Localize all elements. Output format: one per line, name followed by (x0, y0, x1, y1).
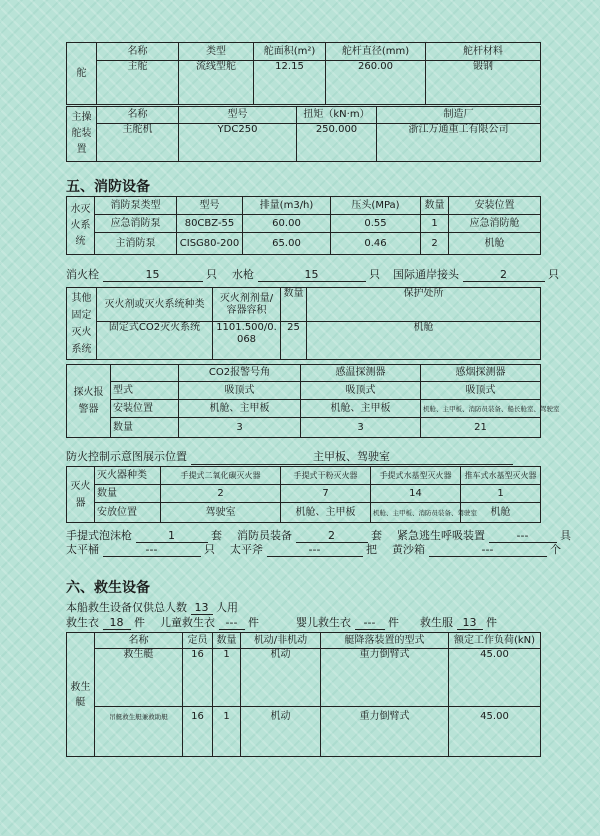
pump-header-type: 消防泵类型 (95, 197, 177, 215)
steering-header-model: 型号 (179, 107, 297, 124)
pump-cell: 65.00 (243, 233, 331, 255)
hose-label: 水枪 (232, 268, 254, 281)
foam-applicator-label: 手提式泡沫枪 (66, 529, 132, 542)
detector-cell: 机舱、主甲板、消防员装备、船长舱室、驾驶室 (421, 400, 541, 418)
lifejacket-value: 18 (103, 616, 131, 630)
steering-torque: 250.000 (297, 124, 377, 162)
pump-cell: 60.00 (243, 215, 331, 233)
eebd-unit: 具 (560, 529, 571, 542)
fire-bucket-label: 太平桶 (66, 543, 99, 556)
fire-axe-unit: 把 (366, 543, 377, 556)
section-fire-title: 五、消防设备 (66, 179, 150, 195)
fixed-system-table (66, 287, 541, 360)
child-lifejacket-unit: 件 (248, 616, 259, 629)
fireman-outfit-unit: 套 (371, 529, 382, 542)
fixed-quantity: 1101.500/0.068 (213, 322, 281, 360)
pump-cell: 0.55 (331, 215, 421, 233)
steering-model: YDC250 (179, 124, 297, 162)
immersion-suit-unit: 件 (486, 616, 497, 629)
fixed-header-space: 保护处所 (307, 288, 541, 322)
rudder-header-area: 舵面积(m²) (254, 43, 326, 61)
lsa-total-label: 本船救生设备仅供总人数 (66, 601, 187, 614)
lifeboat-cell: 吊艇救生艇兼救助艇 (95, 707, 183, 757)
lifeboat-header-swl: 额定工作负荷(kN) (449, 633, 541, 649)
misc-equipment-line-2 (66, 541, 561, 557)
fire-axe-value: --- (267, 543, 363, 557)
lifeboat-cell: 1 (213, 707, 241, 757)
fire-axe-label: 太平斧 (230, 543, 263, 556)
fireman-outfit-value: 2 (296, 529, 368, 543)
fixed-type: 固定式CO2灭火系统 (97, 322, 213, 360)
ext-cell: 7 (281, 485, 371, 503)
pump-header-model: 型号 (177, 197, 243, 215)
rudder-header-name: 名称 (97, 43, 179, 61)
detector-label: 探火报警器 (67, 365, 111, 438)
lifeboat-cell: 45.00 (449, 649, 541, 707)
pump-header-capacity: 排量(m3/h) (243, 197, 331, 215)
ext-cell: 14 (371, 485, 461, 503)
ext-header-trolley: 推车式水基型灭火器 (461, 467, 541, 485)
detector-cell: 3 (301, 418, 421, 438)
foam-applicator-unit: 套 (211, 529, 222, 542)
fireman-outfit-label: 消防员装备 (237, 529, 292, 542)
pump-cell: 机舱 (449, 233, 541, 255)
shore-connection-unit: 只 (548, 268, 559, 281)
pump-cell: 80CBZ-55 (177, 215, 243, 233)
steering-header-torque: 扭矩（kN·m） (297, 107, 377, 124)
pump-header-head: 压头(MPa) (331, 197, 421, 215)
infant-lifejacket-label: 婴儿救生衣 (296, 616, 351, 629)
ext-header-water: 手提式水基型灭火器 (371, 467, 461, 485)
child-lifejacket-label: 儿童救生衣 (160, 616, 215, 629)
lifeboat-table (66, 632, 541, 757)
lifeboat-cell: 45.00 (449, 707, 541, 757)
fixed-space: 机舱 (307, 322, 541, 360)
rudder-material: 锻钢 (426, 61, 541, 105)
ext-cell: 驾驶室 (161, 503, 281, 523)
detector-cell: 吸顶式 (179, 382, 301, 400)
ext-header-co2: 手提式二氧化碳灭火器 (161, 467, 281, 485)
detector-header-co2: CO2报警号角 (179, 365, 301, 382)
fire-pump-label: 水灭火系统 (67, 197, 95, 255)
lifeboat-label: 救生艇 (67, 633, 95, 757)
eebd-label: 紧急逃生呼吸装置 (397, 529, 485, 542)
lifeboat-header-name: 名称 (95, 633, 183, 649)
sand-box-unit: 个 (550, 543, 561, 556)
extinguisher-label: 灭火器 (67, 467, 95, 523)
extinguisher-table (66, 466, 541, 523)
pump-header-location: 安装位置 (449, 197, 541, 215)
detector-header (111, 365, 179, 382)
lsa-total-line (66, 599, 238, 615)
pump-cell: 2 (421, 233, 449, 255)
pump-cell: 1 (421, 215, 449, 233)
control-plan-value: 主甲板、驾驶室 (191, 448, 513, 465)
hydrant-value: 15 (103, 268, 203, 282)
detector-cell: 吸顶式 (301, 382, 421, 400)
steering-gear-label: 主操舵装置 (67, 107, 97, 162)
pump-cell: CISG80-200 (177, 233, 243, 255)
lifeboat-cell: 16 (183, 649, 213, 707)
child-lifejacket-value: --- (219, 616, 245, 630)
ext-header-type: 灭火器种类 (95, 467, 161, 485)
lifeboat-cell: 机动 (241, 649, 321, 707)
section-lifesaving-title: 六、救生设备 (66, 580, 150, 596)
lifeboat-cell: 机动 (241, 707, 321, 757)
hose-value: 15 (258, 268, 366, 282)
lifejacket-unit: 件 (134, 616, 145, 629)
ext-cell: 2 (161, 485, 281, 503)
detector-cell: 机舱、主甲板 (301, 400, 421, 418)
steering-maker: 浙江万通重工有限公司 (377, 124, 541, 162)
lsa-total-value: 13 (191, 601, 213, 615)
fixed-system-label: 其他固定灭火系统 (67, 288, 97, 360)
fixed-header-count: 数量 (281, 288, 307, 322)
pump-cell: 主消防泵 (95, 233, 177, 255)
ext-cell: 机舱 (461, 503, 541, 523)
detector-cell: 吸顶式 (421, 382, 541, 400)
rudder-area: 12.15 (254, 61, 326, 105)
shore-connection-value: 2 (463, 268, 545, 282)
lifeboat-cell: 1 (213, 649, 241, 707)
rudder-name: 主舵 (97, 61, 179, 105)
control-plan-label: 防火控制示意图展示位置 (66, 450, 187, 463)
immersion-suit-label: 救生服 (420, 616, 453, 629)
rudder-type: 流线型舵 (179, 61, 254, 105)
hydrants-line (66, 266, 559, 282)
fixed-count: 25 (281, 322, 307, 360)
fixed-header-type: 灭火剂或灭火系统种类 (97, 288, 213, 322)
lifeboat-header-capacity: 定员 (183, 633, 213, 649)
immersion-suit-value: 13 (457, 616, 483, 630)
infant-lifejacket-value: --- (355, 616, 385, 630)
pump-cell: 应急消防泵 (95, 215, 177, 233)
rudder-stock: 260.00 (326, 61, 426, 105)
ext-cell: 机舱、主甲板、消防员装备、驾驶室 (371, 503, 461, 523)
hydrant-label: 消火栓 (66, 268, 99, 281)
steering-gear-table (66, 106, 541, 162)
lifeboat-cell: 重力倒臂式 (321, 707, 449, 757)
lifeboat-cell: 救生艇 (95, 649, 183, 707)
detector-cell: 3 (179, 418, 301, 438)
detector-cell: 21 (421, 418, 541, 438)
rudder-table (66, 42, 541, 105)
fire-pump-table (66, 196, 541, 255)
lifejacket-label: 救生衣 (66, 616, 99, 629)
ext-cell: 机舱、主甲板 (281, 503, 371, 523)
sand-box-label: 黄沙箱 (392, 543, 425, 556)
pump-cell: 0.46 (331, 233, 421, 255)
detector-cell: 安装位置 (111, 400, 179, 418)
rudder-label: 舵 (67, 43, 97, 105)
lifejackets-line (66, 614, 497, 630)
detector-cell: 数量 (111, 418, 179, 438)
detector-header-heat: 感温探测器 (301, 365, 421, 382)
pump-cell: 应急消防舱 (449, 215, 541, 233)
infant-lifejacket-unit: 件 (388, 616, 399, 629)
steering-header-maker: 制造厂 (377, 107, 541, 124)
lifeboat-cell: 重力倒臂式 (321, 649, 449, 707)
rudder-header-material: 舵杆材料 (426, 43, 541, 61)
hydrant-unit: 只 (206, 268, 217, 281)
lifeboat-header-davit: 艇降落装置的型式 (321, 633, 449, 649)
lifeboat-header-motor: 机动/非机动 (241, 633, 321, 649)
detector-cell: 型式 (111, 382, 179, 400)
fixed-header-quantity: 灭火剂剂量/容器容积 (213, 288, 281, 322)
fire-bucket-value: --- (103, 543, 201, 557)
detector-cell: 机舱、主甲板 (179, 400, 301, 418)
rudder-header-stock: 舵杆直径(mm) (326, 43, 426, 61)
pump-header-qty: 数量 (421, 197, 449, 215)
steering-name: 主舵机 (97, 124, 179, 162)
fire-bucket-unit: 只 (204, 543, 215, 556)
lifeboat-header-qty: 数量 (213, 633, 241, 649)
control-plan-line (66, 448, 513, 465)
sand-box-value: --- (429, 543, 547, 557)
detector-table (66, 364, 560, 438)
detector-header-smoke: 感烟探测器 (421, 365, 541, 382)
steering-header-name: 名称 (97, 107, 179, 124)
ext-cell: 1 (461, 485, 541, 503)
ext-cell: 安放位置 (95, 503, 161, 523)
lsa-total-unit: 人用 (216, 601, 238, 614)
shore-connection-label: 国际通岸接头 (393, 268, 459, 281)
eebd-value: --- (489, 529, 557, 543)
foam-applicator-value: 1 (136, 529, 208, 543)
lifeboat-cell: 16 (183, 707, 213, 757)
hose-unit: 只 (369, 268, 380, 281)
rudder-header-type: 类型 (179, 43, 254, 61)
ext-cell: 数量 (95, 485, 161, 503)
ext-header-powder: 手提式干粉灭火器 (281, 467, 371, 485)
